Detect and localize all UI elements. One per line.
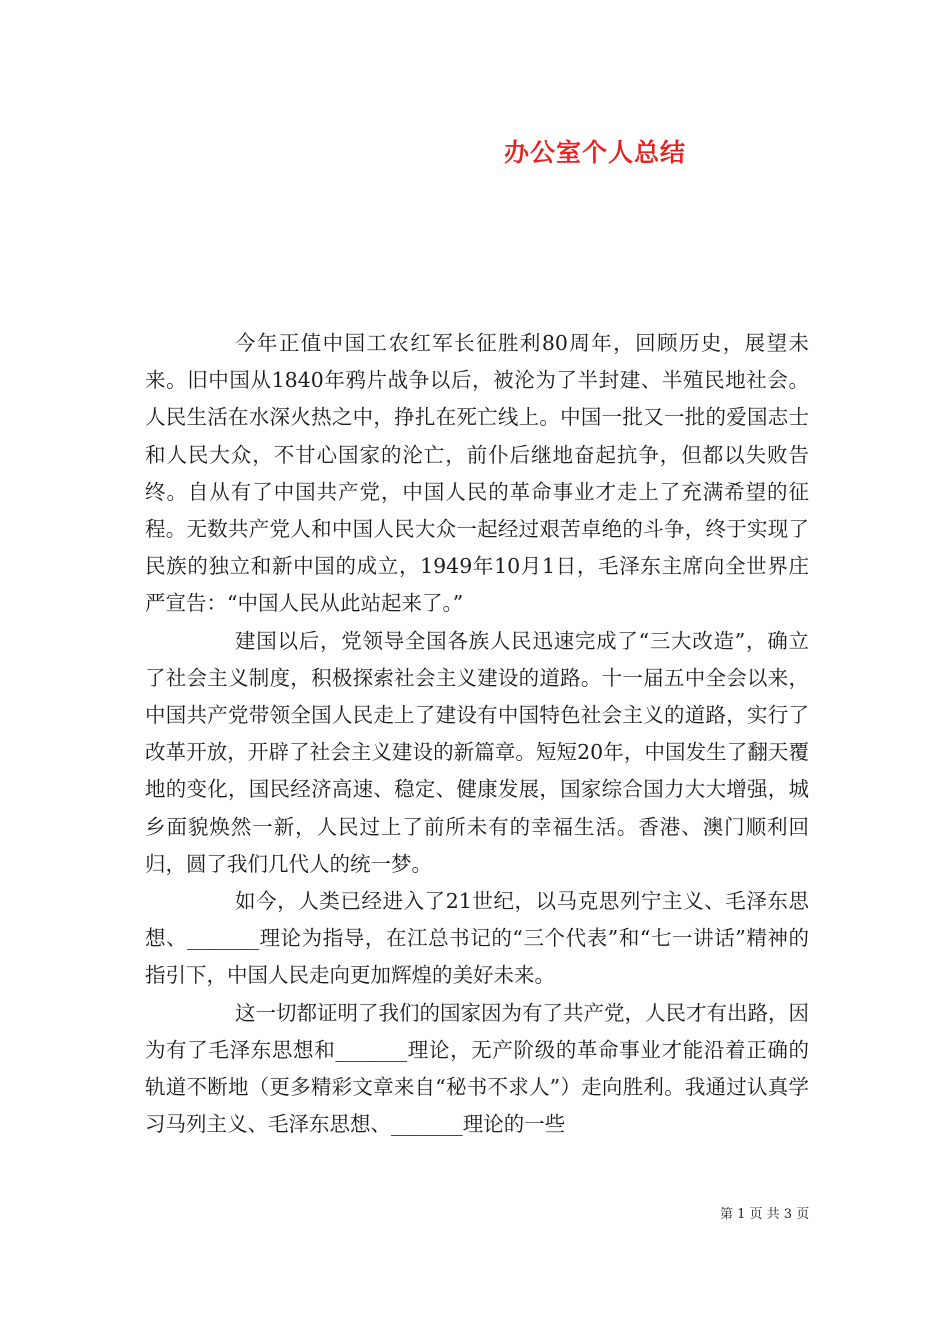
document-body	[145, 325, 809, 1143]
paragraph-2: 建国以后，党领导全国各族人民迅速完成了“三大改造”，确立了社会主义制度，积极探索社会主义建设的道路。十一届五中全会以来，中国共产党带领全国人民走上了建设有中国特色社会主义的道路，实行了改革开放，开辟了社会主义建设的新篇章。短短20年，中国发生了翻天覆地的变化，国民经济高速、稳定、健康发展，国家综合国力大大增强，城乡面貌焕然一新，人民过上了前所未有的幸福生活。香港、澳门顺利回归，圆了我们几代人的统一梦。	[145, 628, 809, 876]
page-number: 第 1 页 共 3 页	[720, 1207, 810, 1222]
paragraph-1: 今年正值中国工农红军长征胜利80周年，回顾历史，展望未来。旧中国从1840年鸦片战争以后，被沦为了半封建、半殖民地社会。人民生活在水深火热之中，挣扎在死亡线上。中国一批又一批的爱国志士和人民大众，不甘心国家的沦亡，前仆后继地奋起抗争，但都以失败告终。自从有了中国共产党，中国人民的革命事业才走上了充满希望的征程。无数共产党人和中国人民大众一起经过艰苦卓绝的斗争，终于实现了民族的独立和新中国的成立，1949年10月1日，毛泽东主席向全世界庄严宣告：“中国人民从此站起来了。”	[145, 331, 809, 616]
document-title: 办公室个人总结	[503, 138, 686, 167]
paragraph-3: 如今，人类已经进入了21世纪，以马克思列宁主义、毛泽东思想、_______理论为指导，在江总书记的“三个代表”和“七一讲话”精神的指引下，中国人民走向更加辉煌的美好未来。	[145, 889, 809, 988]
paragraph-4: 这一切都证明了我们的国家因为有了共产党，人民才有出路，因为有了毛泽东思想和_______理论，无产阶级的革命事业才能沿着正确的轨道不断地（更多精彩文章来自“秘书不求人”）走向胜利。我通过认真学习马列主义、毛泽东思想、_______理论的一些	[145, 1000, 809, 1137]
